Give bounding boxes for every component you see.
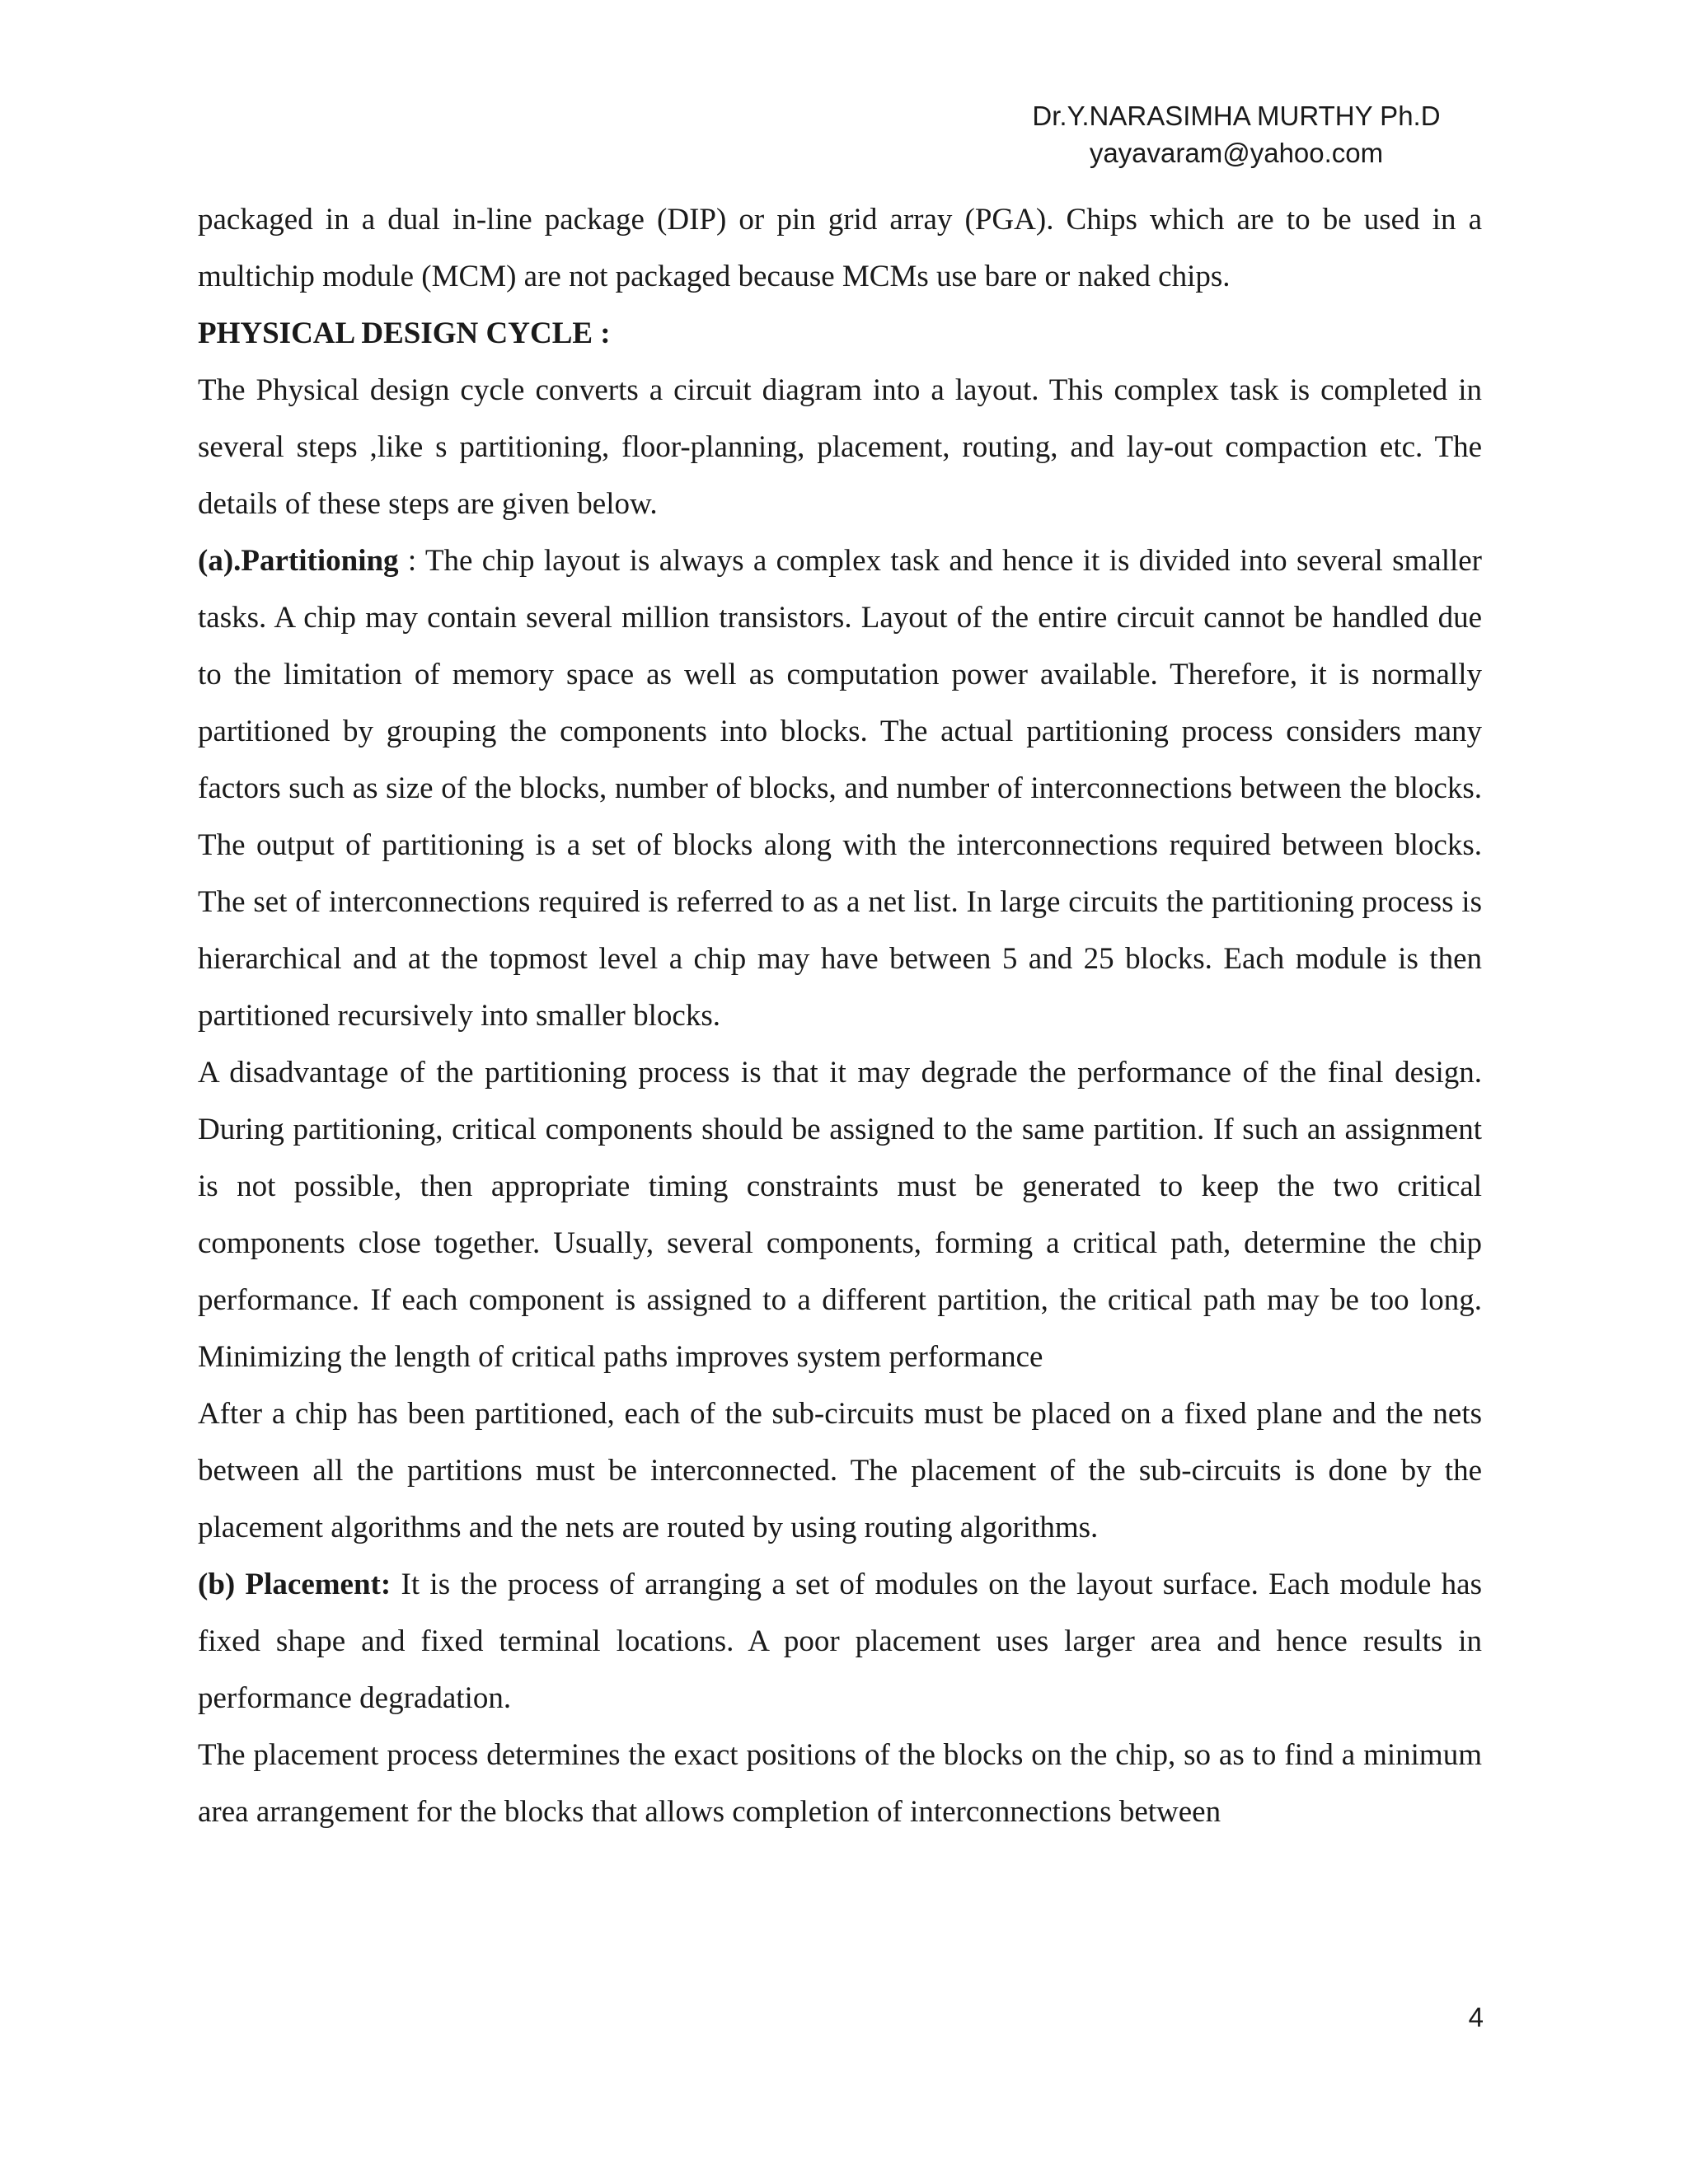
after-partition-paragraph: After a chip has been partitioned, each of the sub-circuits must be placed on a fixed plane and the nets between all the partitions must be interconnected. The placement of the sub-circuits is done by the placement algorithms and the nets are routed by using routing algorithms.: [198, 1397, 1482, 1544]
partitioning-paragraph: [198, 532, 1482, 1044]
partitioning-text: : The chip layout is always a complex task and hence it is divided into several smaller tasks. A chip may contain several million transistors. Layout of the entire circuit cannot be handled due to the limitation of memory space as well as computation power available. Therefore, it is normally partitioned by grouping the components into blocks. The actual partitioning process considers many factors such as size of the blocks, number of blocks, and number of interconnections between the blocks. The output of partitioning is a set of blocks along with the interconnections required between blocks. The set of interconnections required is referred to as a net list. In large circuits the partitioning process is hierarchical and at the topmost level a chip may have between 5 and 25 blocks. Each module is then partitioned recursively into smaller blocks.: [198, 544, 1482, 1033]
section-intro-paragraph: The Physical design cycle converts a circuit diagram into a layout. This complex task is completed in several steps ,like s partitioning, floor-planning, placement, routing, and lay-out compaction etc. The details of these steps are given below.: [198, 373, 1482, 521]
placement-paragraph: [198, 1556, 1482, 1727]
placement-paragraph-2: The placement process determines the exact positions of the blocks on the chip, so as to find a minimum area arrangement for the blocks that allows completion of interconnections between: [198, 1738, 1482, 1829]
page-body: [198, 191, 1482, 1840]
section-heading: PHYSICAL DESIGN CYCLE :: [198, 316, 611, 350]
disadvantage-paragraph: A disadvantage of the partitioning process is that it may degrade the performance of the final design. During partitioning, critical components should be assigned to the same partition. If such an assignment is not possible, then appropriate timing constraints must be generated to keep the two critical components close together. Usually, several components, forming a critical path, determine the chip performance. If each component is assigned to a different partition, the critical path may be too long. Minimizing the length of critical paths improves system performance: [198, 1056, 1482, 1374]
placement-label: (b) Placement:: [198, 1568, 392, 1601]
page-number: 4: [1468, 2002, 1484, 2032]
placement-text: It is the process of arranging a set of modules on the layout surface. Each module has fixed shape and fixed terminal locations. A poor placement uses larger area and hence results in performance degradation.: [198, 1568, 1482, 1715]
partitioning-label: (a).Partitioning: [198, 544, 399, 578]
author-name: Dr.Y.NARASIMHA MURTHY Ph.D: [1032, 101, 1441, 131]
page-header: [989, 97, 1484, 171]
author-email: yayavaram@yahoo.com: [1089, 138, 1384, 168]
intro-paragraph: packaged in a dual in-line package (DIP) or pin grid array (PGA). Chips which are to be used in a multichip module (MCM) are not packaged because MCMs use bare or naked chips.: [198, 203, 1482, 293]
